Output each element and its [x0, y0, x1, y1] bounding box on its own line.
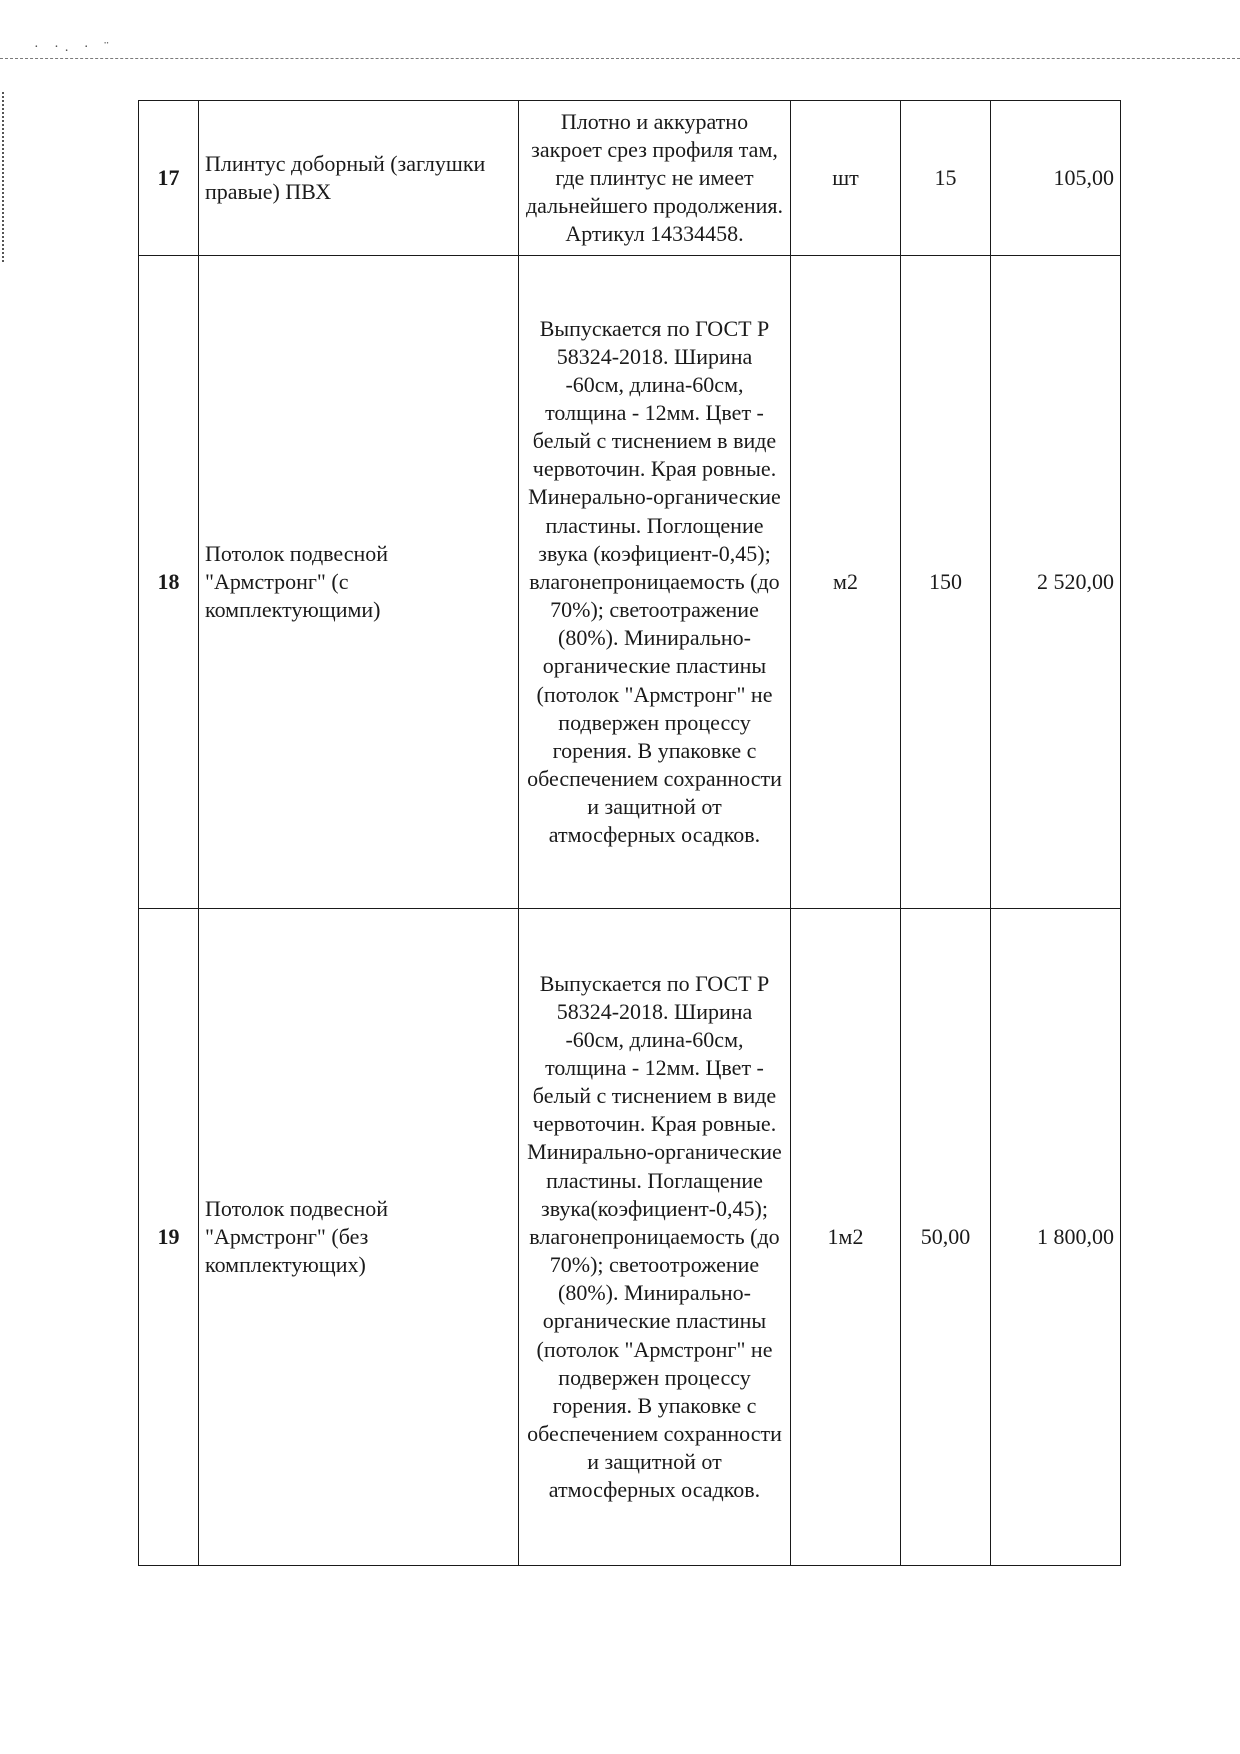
item-price: 2 520,00 [991, 256, 1121, 909]
item-unit: 1м2 [791, 909, 901, 1566]
scan-artifact-line [0, 58, 1240, 59]
table-row [139, 909, 1121, 1566]
item-price: 1 800,00 [991, 909, 1121, 1566]
item-description: Выпускается по ГОСТ Р 58324-2018. Ширина -60см, длина-60см, толщина - 12мм. Цвет - белый с тиснением в виде червоточин. Края ровные. Минирально-органические пластины. Поглащение звука(коэфициент-0,45); влагонепроницаемость (до 70%); светоотрожение (80%). Минирально-органические пластины (потолок "Армстронг" не подвержен процессу горения. В упаковке с обеспечением сохранности и защитной от атмосферных осадков. [519, 909, 791, 1566]
item-name: Потолок подвесной "Армстронг" (без комплектующих) [199, 909, 519, 1566]
table-row [139, 101, 1121, 256]
item-description: Плотно и аккуратно закроет срез профиля там, где плинтус не имеет дальнейшего продолжения. Артикул 14334458. [519, 101, 791, 256]
specification-table [138, 100, 1121, 1566]
item-unit: шт [791, 101, 901, 256]
row-number: 17 [139, 101, 199, 256]
table-row [139, 256, 1121, 909]
item-unit: м2 [791, 256, 901, 909]
row-number: 18 [139, 256, 199, 909]
item-name: Плинтус доборный (заглушки правые) ПВХ [199, 101, 519, 256]
item-price: 105,00 [991, 101, 1121, 256]
item-name: Потолок подвесной "Армстронг" (с комплектующими) [199, 256, 519, 909]
item-quantity: 15 [901, 101, 991, 256]
item-description: Выпускается по ГОСТ Р 58324-2018. Ширина -60см, длина-60см, толщина - 12мм. Цвет - белый с тиснением в виде червоточин. Края ровные. Минерально-органические пластины. Поглощение звука (коэфициент-0,45); влагонепроницаемость (до 70%); светоотражение (80%). Минирально-органические пластины (потолок "Армстронг" не подвержен процессу горения. В упаковке с обеспечением сохранности и защитной от атмосферных осадков. [519, 256, 791, 909]
item-quantity: 150 [901, 256, 991, 909]
row-number: 19 [139, 909, 199, 1566]
scan-artifact-left-mark [2, 92, 6, 262]
item-quantity: 50,00 [901, 909, 991, 1566]
scan-artifact-dots: · ·. · ¨ [34, 40, 115, 55]
